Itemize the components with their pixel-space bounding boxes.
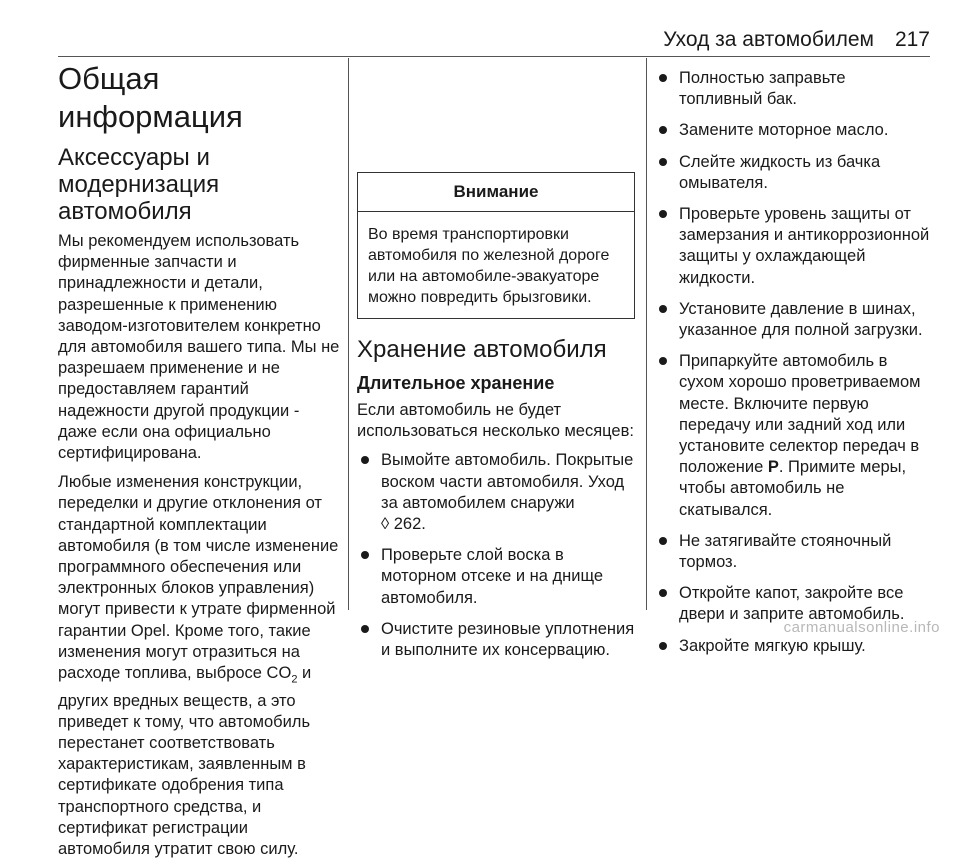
page-reference-icon: ◊ bbox=[381, 515, 390, 534]
list-item: Закройте мягкую крышу. bbox=[655, 636, 930, 657]
page-header bbox=[58, 22, 930, 54]
storage-intro: Если автомобиль не будет использоваться несколько месяцев: bbox=[357, 401, 634, 441]
accessories-paragraph-1: Мы рекомендуем использовать фирменные запчасти и принадлежности и детали, разрешенные к применению заводом-изготовителем конкретно для автомобиля вашего типа. Мы не разрешаем применение и не предоставляем гарантий надежности другой продукции - даже если она официально сертифицирована. bbox=[58, 232, 340, 463]
storage-list bbox=[357, 450, 635, 661]
list-item: Проверьте уровень защиты от замерзания и антикоррозионной защиты у охлаждающей жидкости. bbox=[655, 204, 930, 289]
bullet-icon bbox=[361, 551, 369, 559]
watermark: carmanualsonline.info bbox=[783, 619, 940, 636]
bullet-icon bbox=[659, 357, 667, 365]
accessories-paragraph-2: Любые изменения конструкции, переделки и другие отклонения от стандартной комплектации автомобиля (в том числе изменение программного обеспечения или электронных блоков управления) могут привести к утрате фирменной гарантии Opel. Кроме того, такие изменения могут отразиться на расходе топлива, выбросе $CO_2$ и других вредных веществ, а это приведет к тому, что автомобиль перестанет соответствовать характеристикам, заявленным в сертификате одобрения типа транспортного средства, и сертификат регистрации автомобиля утратит свою силу. bbox=[58, 473, 339, 858]
section-title: Уход за автомобилем bbox=[663, 28, 874, 51]
list-item: Припаркуйте автомобиль в сухом хорошо проветриваемом месте. Включите первую передачу или задний ход или установите селектор передач в положение P. Примите меры, чтобы автомобиль не скатывался. bbox=[655, 351, 930, 521]
bullet-icon bbox=[659, 305, 667, 313]
bullet-icon bbox=[659, 74, 667, 82]
column-divider-1 bbox=[348, 58, 349, 610]
column-1 bbox=[58, 58, 342, 868]
bullet-icon bbox=[659, 126, 667, 134]
storage-subtitle: Длительное хранение bbox=[357, 373, 555, 393]
bullet-icon bbox=[659, 589, 667, 597]
list-item: Установите давление в шинах, указанное для полной загрузки. bbox=[655, 299, 930, 341]
notice-box bbox=[357, 172, 635, 319]
bullet-icon bbox=[659, 537, 667, 545]
list-item: Не затягивайте стояночный тормоз. bbox=[655, 531, 930, 573]
list-item: Замените моторное масло. bbox=[655, 120, 930, 141]
storage-title: Хранение автомобиля bbox=[357, 336, 607, 363]
column-3 bbox=[655, 58, 930, 667]
header-rule bbox=[58, 56, 930, 57]
column-2 bbox=[357, 58, 635, 671]
storage-checklist bbox=[655, 68, 930, 657]
main-title: Общая информация bbox=[58, 61, 243, 134]
notice-body: Во время транспортировки автомобиля по железной дороге или на автомобиле-эвакуаторе можно повредить брызговики. bbox=[368, 226, 610, 306]
list-item: Слейте жидкость из бачка омывателя. bbox=[655, 152, 930, 194]
bullet-icon bbox=[361, 456, 369, 464]
column-divider-2 bbox=[646, 58, 647, 610]
list-item: Проверьте слой воска в моторном отсеке и на днище автомобиля. bbox=[357, 545, 635, 609]
bullet-icon bbox=[659, 642, 667, 650]
list-item: Очистите резиновые уплотнения и выполните их консервацию. bbox=[357, 619, 635, 661]
bullet-icon bbox=[659, 158, 667, 166]
page-number: 217 bbox=[894, 28, 930, 51]
list-item: Вымойте автомобиль. Покрытые воском части автомобиля. Уход за автомобилем снаружи ◊ 262. bbox=[357, 450, 635, 535]
bullet-icon bbox=[361, 625, 369, 633]
list-item: Откройте капот, закройте все двери и заприте автомобиль. bbox=[655, 583, 930, 625]
notice-title: Внимание bbox=[358, 173, 634, 212]
page-reference-link[interactable]: 262. bbox=[393, 515, 426, 534]
bullet-icon bbox=[659, 210, 667, 218]
list-item: Полностью заправьте топливный бак. bbox=[655, 68, 930, 110]
accessories-title: Аксессуары и модернизация автомобиля bbox=[58, 144, 220, 225]
